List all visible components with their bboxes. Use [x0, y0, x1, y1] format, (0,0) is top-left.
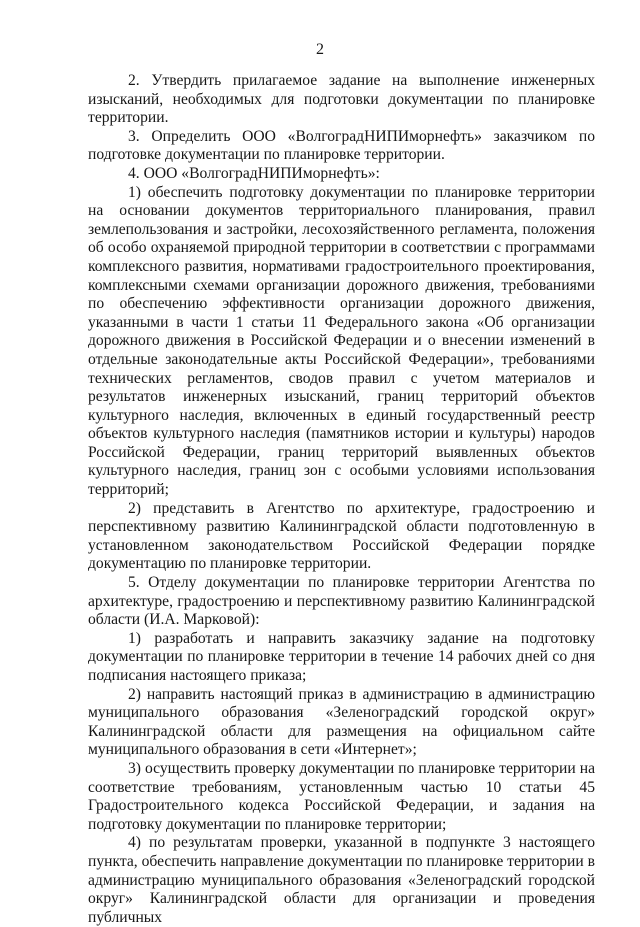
- paragraph-5-1-develop-task: 1) разработать и направить заказчику задание на подготовку документации по планировке территории в течение 14 рабочих дней со дня подписания настоящего приказа;: [88, 629, 595, 684]
- paragraph-5-3-verify-documentation: 3) осуществить проверку документации по планировке территории на соответствие требованиям, установленным частью 10 статьи 45 Градостроительного кодекса Российской Федерации, и задания на подготовку документации по планировке территории;: [88, 759, 595, 833]
- document-body: [88, 72, 595, 927]
- paragraph-5-4-forward-documentation: 4) по результатам проверки, указанной в подпункте 3 настоящего пункта, обеспечить направление документации по планировке территории в администрацию муниципального образования «Зеленоградский городской округ» Калининградской области для организации и проведения публичных: [88, 834, 595, 926]
- paragraph-5-department: 5. Отделу документации по планировке территории Агентства по архитектуре, градостроению и перспективному развитию Калининградской области (И.А. Марковой):: [88, 574, 595, 629]
- paragraph-2-approve-task: 2. Утвердить прилагаемое задание на выполнение инженерных изысканий, необходимых для подготовки документации по планировке территории.: [88, 72, 595, 127]
- paragraph-3-define-customer: 3. Определить ООО «ВолгоградНИПИморнефть» заказчиком по подготовке документации по планировке территории.: [88, 127, 595, 164]
- paragraph-4-2-submit-documentation: 2) представить в Агентство по архитектуре, градостроению и перспективному развитию Калининградской области подготовленную в установленном законодательством Российской Федерации порядке документацию по планировке территории.: [88, 499, 595, 573]
- paragraph-4-heading: 4. ООО «ВолгоградНИПИморнефть»:: [128, 164, 380, 182]
- paragraph-5-2-send-order: 2) направить настоящий приказ в администрацию в администрацию муниципального образования «Зеленоградский городской округ» Калининградской области для размещения на официальном сайте муниципального образования в сети «Интернет»;: [88, 685, 595, 759]
- page-number: 2: [316, 41, 324, 58]
- paragraph-4-1-ensure-preparation: 1) обеспечить подготовку документации по планировке территории на основании документов территориального планирования, правил землепользования и застройки, лесохозяйственного регламента, положения об особо охраняемой природной территории в соответствии с программами комплексного развития, нормативами градостроительного проектирования, комплексными схемами организации дорожного движения, требованиями по обеспечению эффективности организации дорожного движения, указанными в части 1 статьи 11 Федерального закона «Об организации дорожного движения в Российской Федерации и о внесении изменений в отдельные законодательные акты Российской Федерации», требованиями технических регламентов, сводов правил с учетом материалов и результатов инженерных изысканий, границ территорий объектов культурного наследия, включенных в единый государственный реестр объектов культурного наследия (памятников истории и культуры) народов Российской Федерации, границ территорий выявленных объектов культурного наследия, границ зон с особыми условиями использования территорий;: [88, 183, 595, 499]
